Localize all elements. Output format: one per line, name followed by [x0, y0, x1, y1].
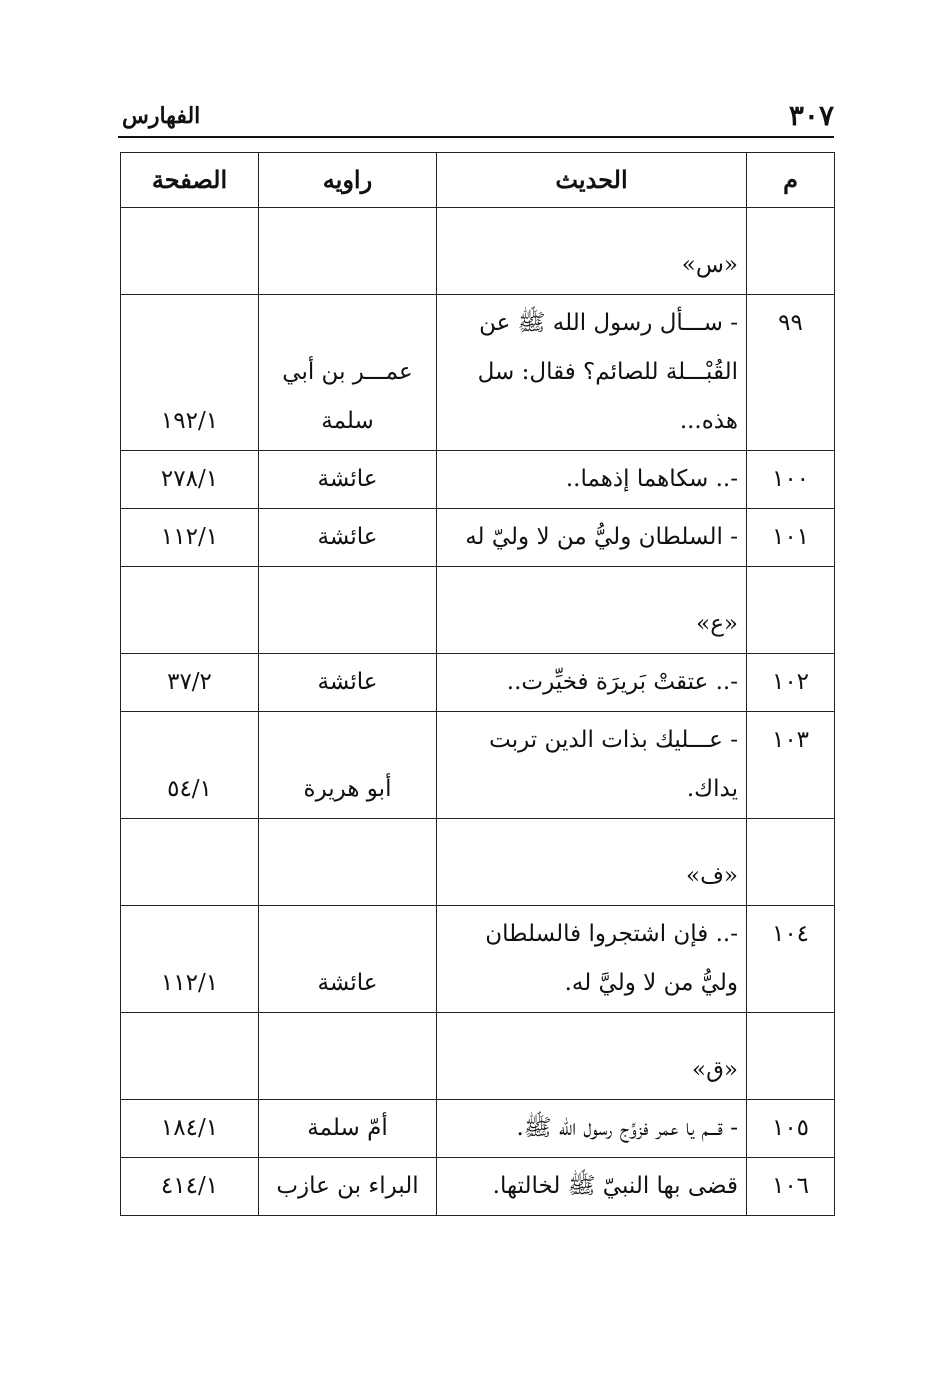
narrator: عائشة	[259, 654, 437, 712]
table-row	[121, 906, 835, 1013]
hadith-text: - قـــم يا عمر فزوِّج رسول الله ﷺ.	[437, 1100, 747, 1158]
section-row-ain	[121, 567, 835, 654]
section-letter-fa: «ف»	[437, 819, 747, 906]
narrator: عائشة	[259, 509, 437, 567]
table-row	[121, 1158, 835, 1216]
row-number: ٩٩	[747, 295, 835, 451]
hadith-text: -.. عتقتْ بَريرَة فخيِّرت..	[437, 654, 747, 712]
row-number: ١٠١	[747, 509, 835, 567]
narrator: عائشة	[259, 906, 437, 1013]
page-ref: ٣٧/٢	[121, 654, 259, 712]
section-letter-sin: «س»	[437, 208, 747, 295]
row-number: ١٠٤	[747, 906, 835, 1013]
table-row	[121, 295, 835, 451]
hadith-text: -.. فإن اشتجروا فالسلطان وليُّ من لا وليَّ له.	[437, 906, 747, 1013]
narrator: أبو هريرة	[259, 712, 437, 819]
row-number: ١٠٢	[747, 654, 835, 712]
section-row-fa	[121, 819, 835, 906]
page-ref: ١٩٢/١	[121, 295, 259, 451]
page-ref: ١٨٤/١	[121, 1100, 259, 1158]
page-ref: ٤١٤/١	[121, 1158, 259, 1216]
hadith-text: -.. سكاهما إذهما..	[437, 451, 747, 509]
row-number: ١٠٥	[747, 1100, 835, 1158]
narrator: عائشة	[259, 451, 437, 509]
page-number: ٣٠٧	[788, 99, 834, 132]
page-ref: ١١٢/١	[121, 509, 259, 567]
narrator: عمـــر بن أبي سلمة	[259, 295, 437, 451]
hadith-text: - ســـأل رسول الله ﷺ عن القُبْـــلة للصائم؟ فقال: سل هذه...	[437, 295, 747, 451]
page-ref: ٢٧٨/١	[121, 451, 259, 509]
row-number: ١٠٦	[747, 1158, 835, 1216]
hadith-text: - عـــليك بذات الدين تربت يداك.	[437, 712, 747, 819]
hadith-text: قضى بها النبيّ ﷺ لخالتها.	[437, 1158, 747, 1216]
col-header-num: م	[747, 153, 835, 208]
table-row	[121, 654, 835, 712]
section-letter-ain: «ع»	[437, 567, 747, 654]
col-header-page: الصفحة	[121, 153, 259, 208]
table-row	[121, 509, 835, 567]
col-header-narrator: راويه	[259, 153, 437, 208]
narrator: البراء بن عازب	[259, 1158, 437, 1216]
table-row	[121, 712, 835, 819]
table-row	[121, 451, 835, 509]
row-number: ١٠٣	[747, 712, 835, 819]
table-header-row	[121, 153, 835, 208]
section-row-qaf	[121, 1013, 835, 1100]
page-ref: ١١٢/١	[121, 906, 259, 1013]
row-number: ١٠٠	[747, 451, 835, 509]
running-header	[118, 100, 834, 138]
hadith-index-table	[120, 152, 835, 1216]
narrator: أمّ سلمة	[259, 1100, 437, 1158]
col-header-hadith: الحديث	[437, 153, 747, 208]
page-title: الفهارس	[122, 103, 201, 129]
section-letter-qaf: «ق»	[437, 1013, 747, 1100]
section-row-sin	[121, 208, 835, 295]
page-ref: ٥٤/١	[121, 712, 259, 819]
table-row	[121, 1100, 835, 1158]
hadith-text: - السلطان وليُّ من لا وليّ له	[437, 509, 747, 567]
